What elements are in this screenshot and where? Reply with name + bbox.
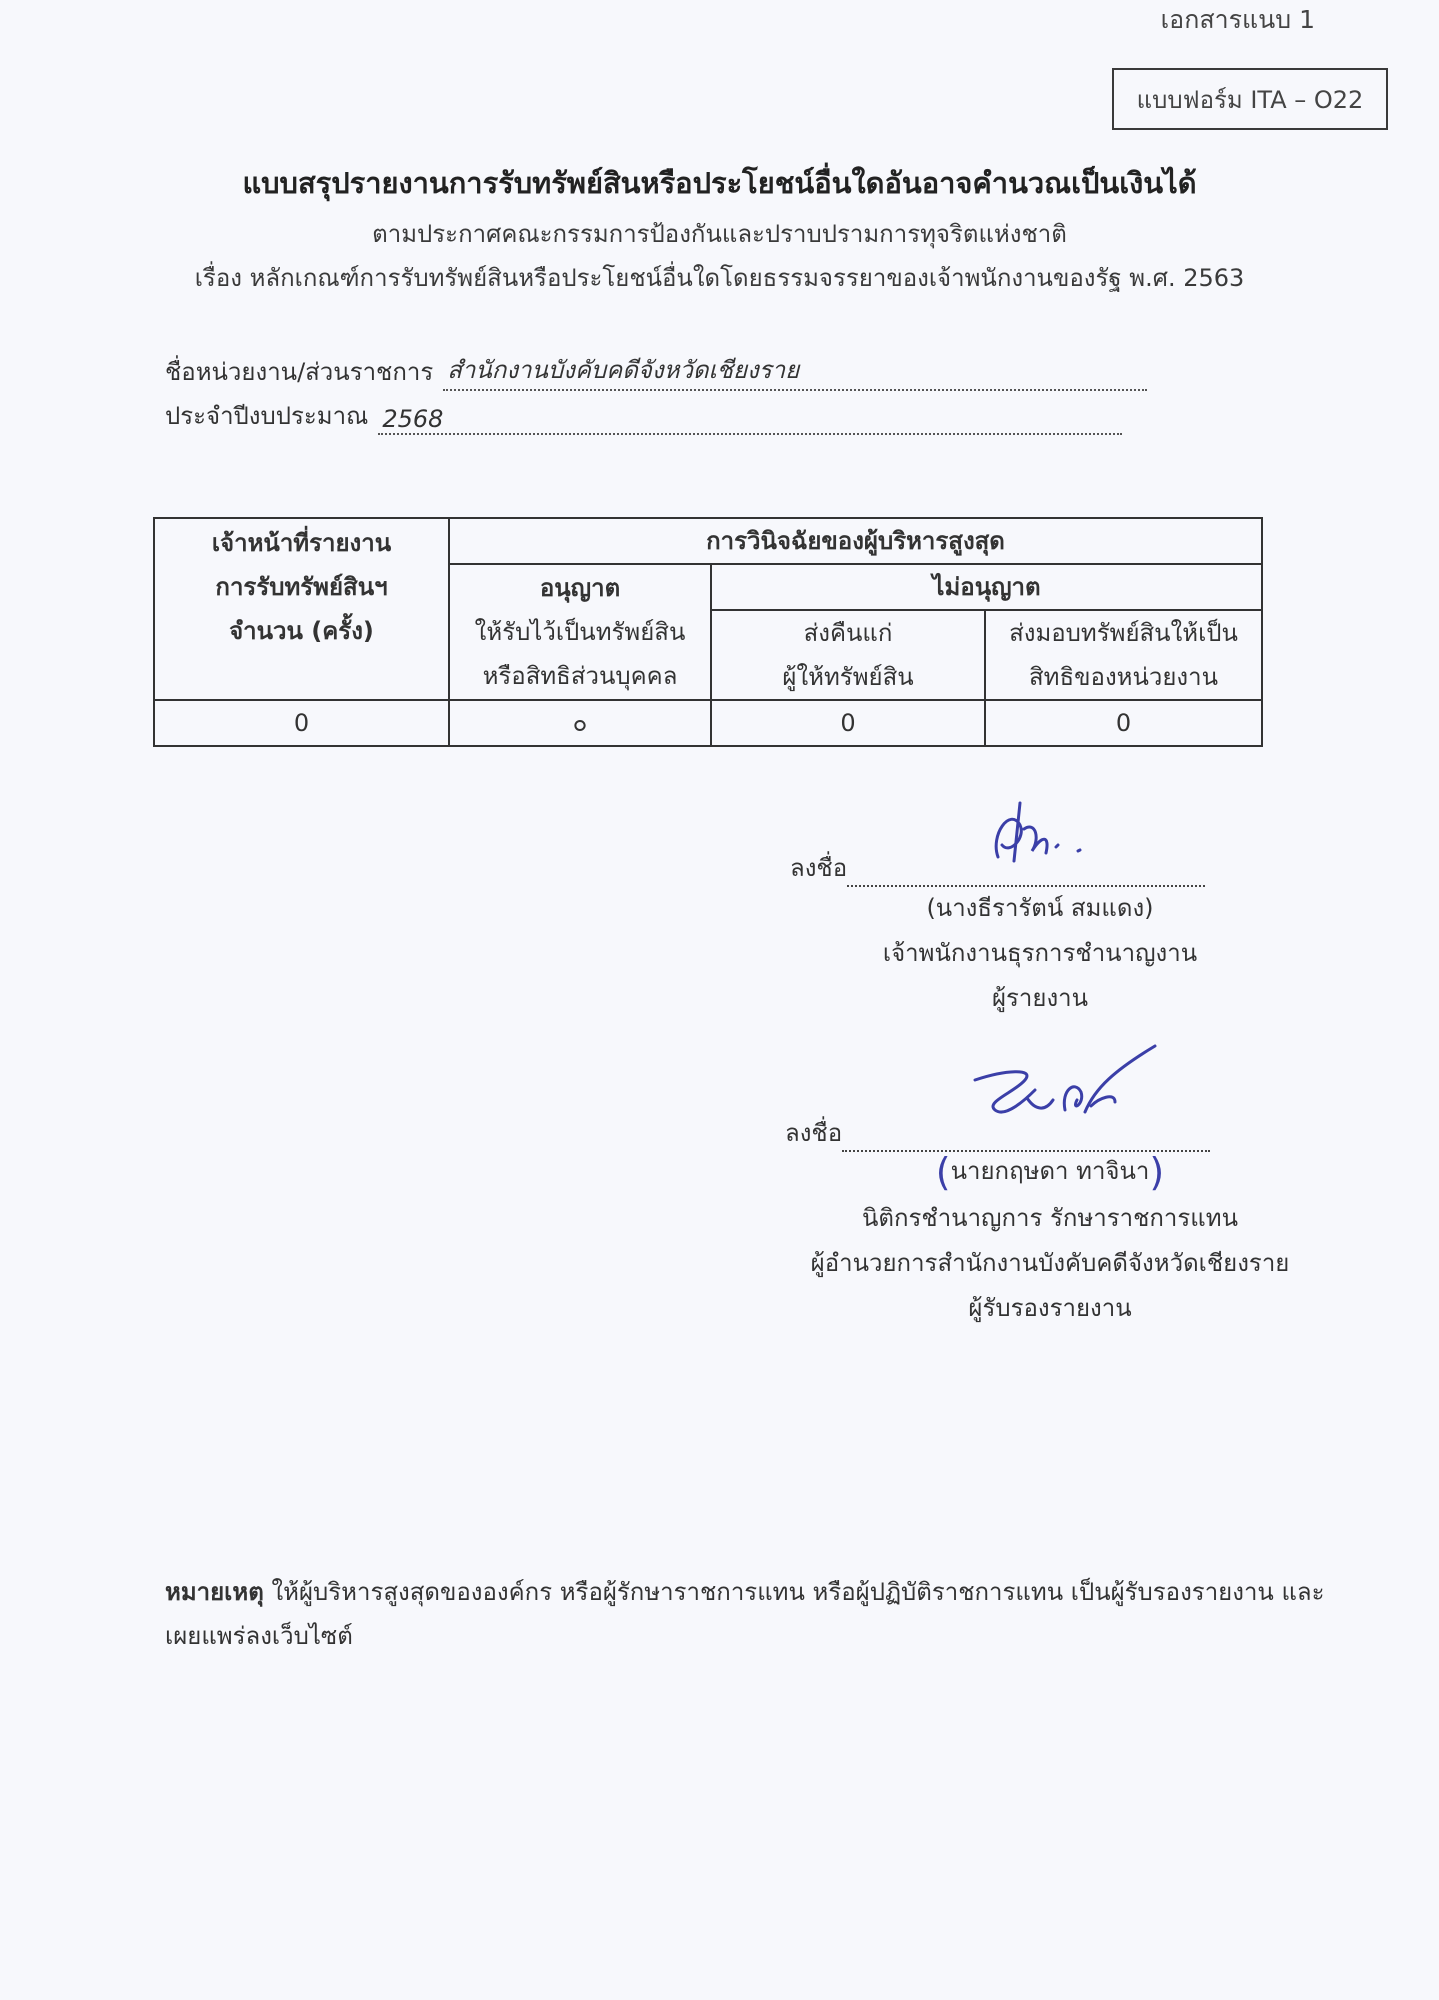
deny-transfer-line-2: สิทธิของหน่วยงาน [1029,663,1219,691]
approve-sub-2: หรือสิทธิส่วนบุคคล [482,662,678,690]
signature-2-position: นิติกรชำนาญการ รักษาราชการแทน [861,1204,1238,1232]
note-label: หมายเหตุ [165,1578,264,1606]
document-title: แบบสรุปรายงานการรับทรัพย์สินหรือประโยชน์อื่นใดอันอาจคำนวณเป็นเงินได้ [242,166,1197,200]
form-code-box: แบบฟอร์ม ITA – O22 [1112,68,1388,130]
signature-2-position-2: ผู้อำนวยการสำนักงานบังคับคดีจังหวัดเชียงราย [810,1249,1290,1277]
signature-1-scribble [980,795,1090,875]
deny-return-line-1: ส่งคืนแก่ [803,619,893,647]
fiscal-year-field [165,396,1122,435]
note [165,1570,1345,1658]
value-deny-return: 0 [711,700,985,746]
deny-transfer-line-1: ส่งมอบทรัพย์สินให้เป็น [1009,619,1238,647]
approve-sub-1: ให้รับไว้เป็นทรัพย์สิน [474,618,686,646]
report-table [153,517,1263,747]
decision-header: การวินิจฉัยของผู้บริหารสูงสุด [449,518,1262,564]
note-text: ให้ผู้บริหารสูงสุดขององค์กร หรือผู้รักษาราชการแทน หรือผู้ปฏิบัติราชการแทน เป็นผู้รับรองรายงาน และเผยแพร่ลงเว็บไซต์ [165,1578,1325,1650]
deny-return-header [711,610,985,700]
signature-2-label: ลงชื่อ [785,1119,843,1147]
reporter-header-line-3: จำนวน (ครั้ง) [229,617,374,645]
signature-1-label: ลงชื่อ [790,854,848,882]
deny-transfer-header [985,610,1262,700]
deny-header: ไม่อนุญาต [711,564,1262,610]
signature-1-name: (นางธีรารัตน์ สมแดง) [926,894,1154,922]
reporter-header [154,518,449,700]
document-subtitle-2: เรื่อง หลักเกณฑ์การรับทรัพย์สินหรือประโยชน์อื่นใดโดยธรรมจรรยาของเจ้าพนักงานของรัฐ พ.ศ. 2563 [194,264,1245,292]
signature-1-role: ผู้รายงาน [991,984,1089,1012]
signature-2-role: ผู้รับรองรายงาน [968,1294,1132,1322]
deny-return-line-2: ผู้ให้ทรัพย์สิน [782,663,914,691]
approve-header [449,564,711,700]
agency-value: สำนักงานบังคับคดีจังหวัดเชียงราย [443,350,1147,391]
document-subtitle-1: ตามประกาศคณะกรรมการป้องกันและปราบปรามการทุจริตแห่งชาติ [372,220,1067,248]
agency-field [165,350,1147,391]
fiscal-year-label: ประจำปีงบประมาณ [165,402,369,430]
agency-label: ชื่อหน่วยงาน/ส่วนราชการ [165,358,434,386]
value-approve: ๐ [449,700,711,746]
attachment-label: เอกสารแนบ 1 [1160,5,1315,34]
value-reports-count: 0 [154,700,449,746]
fiscal-year-value: 2568 [378,405,1122,435]
value-deny-transfer: 0 [985,700,1262,746]
reporter-header-line-2: การรับทรัพย์สินฯ [215,573,388,601]
signature-2-name-wrap: (นายกฤษดา ทาจินา) [935,1150,1165,1194]
approve-title: อนุญาต [539,574,621,602]
signature-1-position: เจ้าพนักงานธุรการชำนาญงาน [882,939,1198,967]
signature-2-scribble [965,1040,1165,1140]
reporter-header-line-1: เจ้าหน้าที่รายงาน [211,529,392,557]
signature-2-name: นายกฤษดา ทาจินา [950,1157,1150,1185]
